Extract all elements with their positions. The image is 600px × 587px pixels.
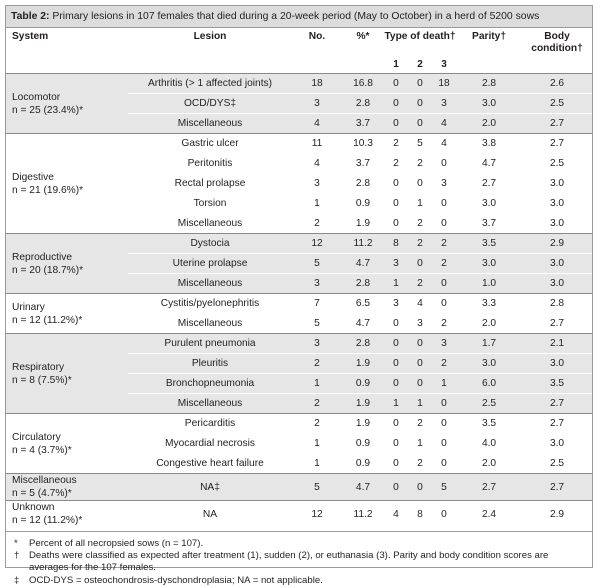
body-condition-cell: 3.0 [522, 174, 592, 194]
lesion-cell: Peritonitis [128, 154, 292, 174]
death-type-1-cell: 1 [384, 394, 408, 414]
death-type-3-cell: 4 [432, 114, 456, 134]
death-type-2-cell: 1 [408, 434, 432, 454]
body-condition-cell: 3.0 [522, 274, 592, 294]
body-condition-cell: 3.0 [522, 434, 592, 454]
table-header [6, 28, 592, 74]
count-cell: 4 [292, 114, 342, 134]
body-condition-cell: 2.5 [549, 458, 565, 469]
system-name: Reproductive [12, 251, 73, 263]
death-type-1-cell: 3 [384, 294, 408, 314]
body-condition-cell: 2.7 [522, 394, 592, 414]
header-percent: %* [356, 31, 370, 42]
death-type-1-cell: 4 [384, 501, 408, 528]
footnotes [6, 531, 592, 587]
footnote [6, 550, 592, 574]
percent-cell: 0.9 [342, 434, 384, 454]
death-type-1-cell: 0 [384, 354, 408, 374]
death-type-3-cell: 3 [432, 334, 456, 354]
count-cell: 2 [314, 218, 320, 229]
death-type-3-cell: 0 [432, 154, 456, 174]
death-type-1-cell: 8 [384, 234, 408, 254]
body-condition-cell: 2.1 [522, 334, 592, 354]
death-type-1-cell: 0 [384, 434, 408, 454]
death-type-3-cell: 5 [432, 474, 456, 501]
system-count: n = 20 (18.7%)* [12, 264, 84, 276]
lesion-cell: OCD/DYS‡ [128, 94, 292, 114]
body-condition-cell: 2.7 [522, 114, 592, 134]
death-type-3-cell: 0 [432, 394, 456, 414]
death-type-2-cell: 1 [408, 194, 432, 214]
percent-cell: 3.7 [342, 114, 384, 134]
death-type-2-cell: 2 [408, 154, 432, 174]
header-system: System [12, 31, 49, 42]
body-condition-cell: 2.8 [522, 294, 592, 314]
body-condition-cell: 3.0 [522, 254, 592, 274]
death-type-2-cell: 0 [408, 334, 432, 354]
percent-cell: 6.5 [342, 294, 384, 314]
count-cell: 12 [292, 501, 342, 528]
count-cell: 1 [292, 434, 342, 454]
header-death-type-2: 2 [417, 59, 423, 70]
death-type-1-cell: 1 [384, 274, 408, 294]
footnote [6, 538, 592, 550]
body-condition-cell: 2.7 [522, 134, 592, 154]
system-cell [6, 334, 128, 414]
count-cell: 1 [314, 458, 320, 469]
lesion-cell: Pericarditis [128, 414, 292, 434]
percent-cell: 2.8 [342, 274, 384, 294]
lesions-table [6, 28, 592, 527]
percent-cell: 1.9 [342, 414, 384, 434]
death-type-3-cell: 18 [432, 74, 456, 94]
death-type-3-cell: 0 [441, 218, 447, 229]
parity-cell: 2.7 [456, 474, 522, 501]
death-type-3-cell: 0 [432, 414, 456, 434]
death-type-1-cell: 0 [384, 94, 408, 114]
death-type-2-cell: 4 [408, 294, 432, 314]
percent-cell: 4.7 [342, 254, 384, 274]
death-type-2-cell: 0 [408, 174, 432, 194]
parity-cell: 2.0 [481, 318, 497, 329]
header-death-type-3: 3 [441, 59, 447, 70]
death-type-3-cell: 0 [432, 194, 456, 214]
percent-cell: 0.9 [355, 458, 371, 469]
table-row [6, 414, 592, 434]
table-row [6, 334, 592, 354]
body-condition-cell: 3.0 [522, 194, 592, 214]
lesion-cell: Miscellaneous [177, 318, 243, 329]
death-type-3-cell: 0 [432, 434, 456, 454]
death-type-3-cell: 2 [432, 234, 456, 254]
count-cell: 2 [292, 394, 342, 414]
parity-cell: 3.8 [456, 134, 522, 154]
system-name: Digestive [12, 171, 54, 183]
percent-cell: 11.2 [342, 501, 384, 528]
percent-cell: 1.9 [342, 394, 384, 414]
system-count: n = 12 (11.2%)* [12, 314, 83, 326]
system-cell [6, 74, 128, 134]
system-cell [6, 294, 128, 334]
caption-text: Primary lesions in 107 females that died during a 20-week period (May to October) in a herd of 5200 sows [49, 11, 540, 22]
lesion-cell: Uterine prolapse [128, 254, 292, 274]
percent-cell: 1.9 [342, 354, 384, 374]
count-cell: 12 [292, 234, 342, 254]
body-condition-cell: 3.5 [522, 374, 592, 394]
body-condition-cell: 2.9 [522, 234, 592, 254]
death-type-1-cell: 0 [393, 318, 399, 329]
death-type-2-cell: 0 [408, 254, 432, 274]
death-type-1-cell: 0 [384, 414, 408, 434]
death-type-2-cell: 0 [408, 74, 432, 94]
parity-cell: 3.0 [456, 254, 522, 274]
death-type-2-cell: 0 [408, 114, 432, 134]
header-death-type-1: 1 [393, 59, 399, 70]
count-cell: 5 [292, 474, 342, 501]
lesion-cell: Torsion [128, 194, 292, 214]
parity-cell: 2.5 [456, 394, 522, 414]
lesion-cell: NA‡ [128, 474, 292, 501]
table-body [6, 74, 592, 528]
header-type-of-death: Type of death† [384, 31, 456, 42]
percent-cell: 2.8 [342, 174, 384, 194]
body-condition-cell: 2.6 [522, 74, 592, 94]
percent-cell: 3.7 [342, 154, 384, 174]
count-cell: 4 [292, 154, 342, 174]
system-cell [6, 414, 128, 474]
system-cell [6, 501, 128, 528]
system-name: Locomotor [12, 91, 61, 103]
death-type-1-cell: 0 [393, 458, 399, 469]
percent-cell: 0.9 [342, 194, 384, 214]
death-type-1-cell: 0 [384, 114, 408, 134]
percent-cell: 4.7 [342, 474, 384, 501]
system-count: n = 5 (4.7%)* [12, 488, 72, 499]
table-row [6, 74, 592, 94]
lesion-cell: Purulent pneumonia [128, 334, 292, 354]
body-condition-cell: 2.7 [522, 474, 592, 501]
percent-cell: 0.9 [342, 374, 384, 394]
footnote-text: OCD-DYS = osteochondrosis-dyschondroplasia; NA = not applicable. [29, 574, 323, 586]
lesion-cell: Dystocia [128, 234, 292, 254]
count-cell: 5 [314, 318, 320, 329]
parity-cell: 4.7 [456, 154, 522, 174]
lesion-cell: Congestive heart failure [156, 458, 264, 469]
count-cell: 3 [292, 94, 342, 114]
header-lesion: Lesion [193, 31, 227, 42]
death-type-2-cell: 0 [408, 474, 432, 501]
death-type-3-cell: 0 [432, 501, 456, 528]
count-cell: 18 [292, 74, 342, 94]
parity-cell: 6.0 [456, 374, 522, 394]
percent-cell: 11.2 [342, 234, 384, 254]
death-type-1-cell: 3 [384, 254, 408, 274]
death-type-3-cell: 2 [432, 354, 456, 374]
percent-cell: 2.8 [342, 334, 384, 354]
body-condition-cell: 2.5 [522, 154, 592, 174]
system-name: Miscellaneous [12, 475, 77, 486]
death-type-1-cell: 0 [384, 334, 408, 354]
death-type-1-cell: 0 [384, 74, 408, 94]
death-type-1-cell: 2 [384, 134, 408, 154]
parity-cell: 3.7 [481, 218, 497, 229]
footnote [6, 575, 592, 587]
death-type-2-cell: 0 [408, 354, 432, 374]
death-type-3-cell: 3 [432, 94, 456, 114]
death-type-2-cell: 5 [408, 134, 432, 154]
table-row [6, 234, 592, 254]
death-type-1-cell: 0 [384, 174, 408, 194]
death-type-1-cell: 2 [384, 154, 408, 174]
lesion-cell: Gastric ulcer [128, 134, 292, 154]
lesion-cell: Pleuritis [128, 354, 292, 374]
count-cell: 11 [292, 134, 342, 154]
lesion-cell: NA [128, 501, 292, 528]
body-condition-cell: 3.0 [549, 218, 565, 229]
percent-cell: 10.3 [342, 134, 384, 154]
system-cell [6, 134, 128, 234]
death-type-3-cell: 3 [432, 174, 456, 194]
death-type-1-cell: 0 [384, 474, 408, 501]
lesion-cell: Myocardial necrosis [128, 434, 292, 454]
percent-cell: 16.8 [342, 74, 384, 94]
system-count: n = 8 (7.5%)* [12, 374, 72, 386]
death-type-3-cell: 0 [432, 274, 456, 294]
system-count: n = 12 (11.2%)* [12, 515, 83, 526]
body-condition-cell: 2.9 [522, 501, 592, 528]
parity-cell: 4.0 [456, 434, 522, 454]
death-type-3-cell: 2 [432, 254, 456, 274]
system-count: n = 4 (3.7%)* [12, 444, 72, 456]
count-cell: 3 [292, 334, 342, 354]
lesion-cell: Arthritis (> 1 affected joints) [128, 74, 292, 94]
parity-cell: 3.0 [456, 194, 522, 214]
caption-label: Table 2: [11, 11, 50, 22]
header-no: No. [308, 31, 326, 42]
count-cell: 3 [292, 174, 342, 194]
body-condition-cell: 2.7 [549, 318, 565, 329]
system-count: n = 21 (19.6%)* [12, 184, 84, 196]
lesion-cell: Miscellaneous [128, 394, 292, 414]
parity-cell: 3.3 [456, 294, 522, 314]
death-type-2-cell: 3 [417, 318, 423, 329]
count-cell: 2 [292, 354, 342, 374]
parity-cell: 2.4 [456, 501, 522, 528]
lesion-cell: Cystitis/pyelonephritis [128, 294, 292, 314]
footnote-mark: * [14, 538, 18, 549]
table-row [6, 474, 592, 501]
parity-cell: 3.0 [456, 354, 522, 374]
lesion-cell: Bronchopneumonia [128, 374, 292, 394]
death-type-1-cell: 0 [393, 218, 399, 229]
footnote-text: Percent of all necropsied sows (n = 107). [29, 538, 204, 549]
death-type-1-cell: 0 [384, 194, 408, 214]
table-caption [6, 6, 592, 28]
death-type-3-cell: 4 [432, 134, 456, 154]
header-parity: Parity† [472, 31, 507, 42]
percent-cell: 4.7 [355, 318, 371, 329]
death-type-2-cell: 2 [417, 458, 423, 469]
count-cell: 3 [292, 274, 342, 294]
header-body-condition: Body condition† [531, 31, 583, 54]
death-type-2-cell: 2 [417, 218, 423, 229]
footnote-mark: † [14, 550, 20, 562]
body-condition-cell: 2.5 [522, 94, 592, 114]
system-name: Circulatory [12, 431, 61, 443]
system-cell [6, 234, 128, 294]
footnote-text: Deaths were classified as expected after treatment (1), sudden (2), or euthanasia (3). Parity and body condition scores are averages for the 107 females. [29, 550, 549, 574]
parity-cell: 1.0 [456, 274, 522, 294]
death-type-2-cell: 0 [408, 374, 432, 394]
death-type-2-cell: 2 [408, 274, 432, 294]
lesion-cell: Miscellaneous [128, 274, 292, 294]
count-cell: 1 [292, 374, 342, 394]
percent-cell: 2.8 [342, 94, 384, 114]
system-name: Unknown [12, 502, 55, 513]
system-count: n = 25 (23.4%)* [12, 104, 84, 116]
death-type-3-cell: 0 [432, 294, 456, 314]
death-type-2-cell: 8 [408, 501, 432, 528]
system-cell [6, 474, 128, 501]
parity-cell: 3.5 [456, 414, 522, 434]
parity-cell: 2.7 [456, 174, 522, 194]
parity-cell: 2.0 [481, 458, 497, 469]
count-cell: 1 [292, 194, 342, 214]
lesion-cell: Miscellaneous [177, 218, 243, 229]
system-name: Respiratory [12, 361, 65, 373]
count-cell: 2 [292, 414, 342, 434]
lesion-cell: Miscellaneous [128, 114, 292, 134]
table-frame [5, 5, 593, 586]
death-type-2-cell: 2 [408, 234, 432, 254]
system-name: Urinary [12, 301, 45, 313]
parity-cell: 2.0 [456, 114, 522, 134]
death-type-3-cell: 1 [432, 374, 456, 394]
death-type-2-cell: 1 [408, 394, 432, 414]
footnote-mark: ‡ [14, 574, 20, 586]
death-type-3-cell: 2 [441, 318, 447, 329]
parity-cell: 3.0 [456, 94, 522, 114]
table-row [6, 501, 592, 528]
death-type-1-cell: 0 [384, 374, 408, 394]
death-type-2-cell: 0 [408, 94, 432, 114]
percent-cell: 1.9 [355, 218, 371, 229]
parity-cell: 1.7 [456, 334, 522, 354]
table-row [6, 134, 592, 154]
parity-cell: 3.5 [456, 234, 522, 254]
death-type-2-cell: 2 [408, 414, 432, 434]
death-type-3-cell: 0 [441, 458, 447, 469]
count-cell: 5 [292, 254, 342, 274]
count-cell: 7 [292, 294, 342, 314]
table-row [6, 294, 592, 314]
body-condition-cell: 3.0 [522, 354, 592, 374]
lesion-cell: Rectal prolapse [128, 174, 292, 194]
parity-cell: 2.8 [456, 74, 522, 94]
body-condition-cell: 2.7 [522, 414, 592, 434]
